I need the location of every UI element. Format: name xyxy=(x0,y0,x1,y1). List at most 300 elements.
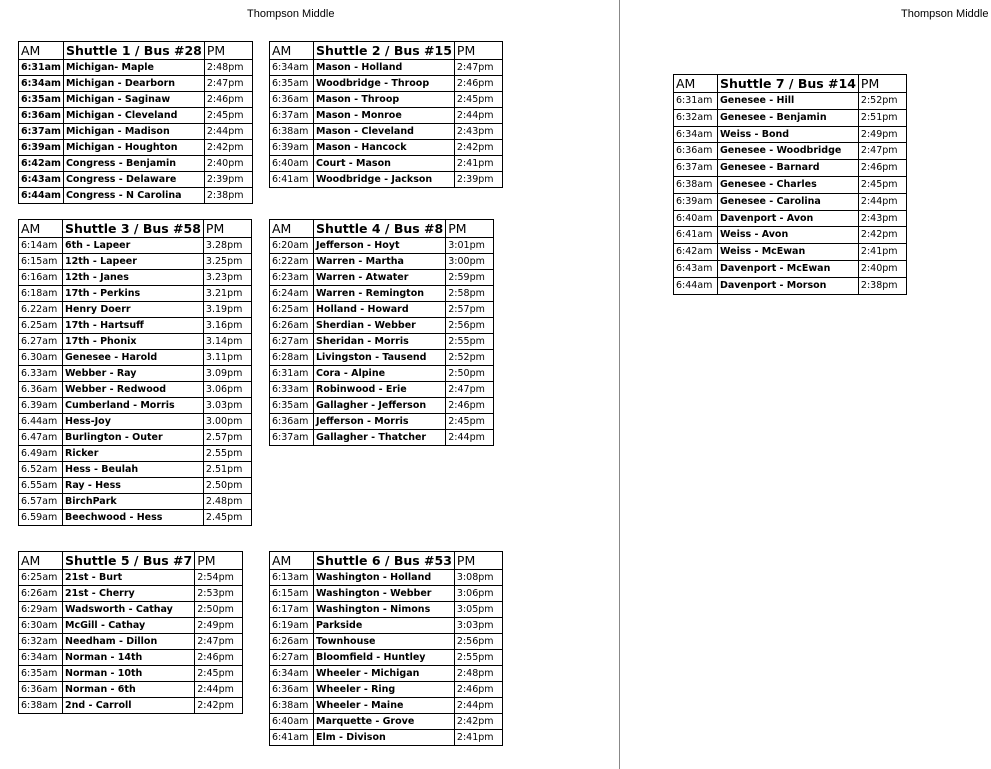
stop-name: Hess-Joy xyxy=(63,414,204,430)
stop-name: Beechwood - Hess xyxy=(63,510,204,526)
am-time: 6:34am xyxy=(674,126,718,143)
stop-name: Mason - Monroe xyxy=(314,108,455,124)
pm-time: 3.06pm xyxy=(203,382,251,398)
table-row xyxy=(270,730,503,746)
am-time: 6:42am xyxy=(19,156,64,172)
am-time: 6:37am xyxy=(270,108,314,124)
pm-time: 2.45pm xyxy=(203,510,251,526)
table-row xyxy=(674,227,907,244)
table-row xyxy=(19,350,252,366)
am-time: 6:39am xyxy=(19,140,64,156)
stop-name: Wheeler - Maine xyxy=(314,698,455,714)
am-time: 6:43am xyxy=(674,260,718,277)
am-time: 6.33am xyxy=(19,366,63,382)
am-time: 6:44am xyxy=(19,188,64,204)
table-row xyxy=(19,398,252,414)
table-row xyxy=(270,156,503,172)
am-time: 6:34am xyxy=(270,666,314,682)
stop-name: Woodbridge - Jackson xyxy=(314,172,455,188)
am-time: 6:15am xyxy=(270,586,314,602)
am-time: 6.22am xyxy=(19,302,63,318)
stop-name: Burlington - Outer xyxy=(63,430,204,446)
am-time: 6:23am xyxy=(270,270,314,286)
pm-time: 2:46pm xyxy=(454,76,502,92)
pm-time: 2:42pm xyxy=(454,140,502,156)
stop-name: 17th - Phonix xyxy=(63,334,204,350)
am-time: 6:13am xyxy=(270,570,314,586)
pm-time: 2:58pm xyxy=(446,286,494,302)
am-time: 6:43am xyxy=(19,172,64,188)
am-time: 6:31am xyxy=(674,93,718,110)
table-row xyxy=(270,382,494,398)
pm-time: 3.16pm xyxy=(203,318,251,334)
shuttle-6-table xyxy=(269,551,503,746)
stop-name: Genesee - Charles xyxy=(718,176,859,193)
pm-time: 3.21pm xyxy=(203,286,251,302)
pm-time: 2:52pm xyxy=(446,350,494,366)
stop-name: 21st - Burt xyxy=(63,570,195,586)
table-row xyxy=(19,318,252,334)
stop-name: Sheridan - Morris xyxy=(314,334,446,350)
am-time: 6:41am xyxy=(270,172,314,188)
table-row xyxy=(19,510,252,526)
shuttle-5-table xyxy=(18,551,243,714)
pm-time: 2:45pm xyxy=(446,414,494,430)
am-time: 6:30am xyxy=(19,618,63,634)
am-time: 6:31am xyxy=(19,60,64,76)
table-row xyxy=(270,238,494,254)
am-time: 6:26am xyxy=(19,586,63,602)
pm-time: 2:44pm xyxy=(454,108,502,124)
table-row xyxy=(270,682,503,698)
am-time: 6:38am xyxy=(270,124,314,140)
am-time: 6:22am xyxy=(270,254,314,270)
table-row xyxy=(19,124,253,140)
am-time: 6:25am xyxy=(19,570,63,586)
table-row xyxy=(674,126,907,143)
am-time: 6:40am xyxy=(270,714,314,730)
am-time: 6:41am xyxy=(270,730,314,746)
table-row xyxy=(674,277,907,294)
pm-time: 2:45pm xyxy=(454,92,502,108)
pm-time: 2:54pm xyxy=(195,570,243,586)
table-header-row xyxy=(19,220,252,238)
pm-time: 2:40pm xyxy=(858,260,906,277)
stop-name: Weiss - Bond xyxy=(718,126,859,143)
table-row xyxy=(270,318,494,334)
stop-name: Washington - Nimons xyxy=(314,602,455,618)
table-row xyxy=(19,698,243,714)
pm-time: 3.09pm xyxy=(203,366,251,382)
am-time: 6:34am xyxy=(19,76,64,92)
stop-name: Ray - Hess xyxy=(63,478,204,494)
am-time: 6:26am xyxy=(270,634,314,650)
am-time: 6:38am xyxy=(270,698,314,714)
pm-header: PM xyxy=(454,42,502,60)
pm-time: 2:44pm xyxy=(858,193,906,210)
stop-name: Cora - Alpine xyxy=(314,366,446,382)
shuttle-title: Shuttle 7 / Bus #14 xyxy=(718,75,859,93)
pm-time: 2:49pm xyxy=(195,618,243,634)
pm-time: 2:38pm xyxy=(858,277,906,294)
stop-name: Henry Doerr xyxy=(63,302,204,318)
shuttle-title: Shuttle 5 / Bus #7 xyxy=(63,552,195,570)
table-row xyxy=(674,244,907,261)
pm-time: 3.25pm xyxy=(203,254,251,270)
am-time: 6.39am xyxy=(19,398,63,414)
pm-time: 2:47pm xyxy=(858,143,906,160)
pm-time: 2:39pm xyxy=(204,172,252,188)
stop-name: Bloomfield - Huntley xyxy=(314,650,455,666)
pm-time: 3.23pm xyxy=(203,270,251,286)
am-time: 6:20am xyxy=(270,238,314,254)
am-time: 6.47am xyxy=(19,430,63,446)
table-row xyxy=(19,650,243,666)
pm-time: 2:56pm xyxy=(446,318,494,334)
table-header-row xyxy=(270,42,503,60)
table-header-row xyxy=(270,220,494,238)
table-row xyxy=(270,666,503,682)
table-row xyxy=(19,156,253,172)
table-row xyxy=(674,109,907,126)
table-row xyxy=(270,586,503,602)
am-time: 6:34am xyxy=(19,650,63,666)
table-row xyxy=(19,92,253,108)
table-row xyxy=(19,302,252,318)
table-row xyxy=(270,414,494,430)
stop-name: Congress - N Carolina xyxy=(63,188,204,204)
am-time: 6:37am xyxy=(19,124,64,140)
pm-time: 2:45pm xyxy=(204,108,252,124)
stop-name: 12th - Lapeer xyxy=(63,254,204,270)
stop-name: 17th - Perkins xyxy=(63,286,204,302)
am-time: 6:33am xyxy=(270,382,314,398)
table-row xyxy=(19,682,243,698)
stop-name: Genesee - Woodbridge xyxy=(718,143,859,160)
stop-name: Webber - Redwood xyxy=(63,382,204,398)
am-time: 6:35am xyxy=(19,666,63,682)
stop-name: Holland - Howard xyxy=(314,302,446,318)
shuttle-title: Shuttle 2 / Bus #15 xyxy=(314,42,455,60)
stop-name: Jefferson - Morris xyxy=(314,414,446,430)
am-time: 6:24am xyxy=(270,286,314,302)
pm-time: 2:47pm xyxy=(454,60,502,76)
table-row xyxy=(270,76,503,92)
table-row xyxy=(270,650,503,666)
pm-time: 3.11pm xyxy=(203,350,251,366)
page-header-left: Thompson Middle xyxy=(247,8,335,20)
pm-time: 2.57pm xyxy=(203,430,251,446)
stop-name: Sherdian - Webber xyxy=(314,318,446,334)
table-row xyxy=(270,618,503,634)
stop-name: Genesee - Carolina xyxy=(718,193,859,210)
shuttle-2-table xyxy=(269,41,503,188)
table-row xyxy=(19,602,243,618)
stop-name: Michigan - Houghton xyxy=(63,140,204,156)
page-header-right: Thompson Middle xyxy=(901,8,989,20)
table-row xyxy=(270,172,503,188)
stop-name: Warren - Atwater xyxy=(314,270,446,286)
am-time: 6:40am xyxy=(674,210,718,227)
pm-time: 2:40pm xyxy=(204,156,252,172)
pm-time: 2:56pm xyxy=(454,634,502,650)
table-row xyxy=(19,366,252,382)
am-time: 6.55am xyxy=(19,478,63,494)
am-time: 6.25am xyxy=(19,318,63,334)
pm-time: 2:47pm xyxy=(204,76,252,92)
shuttle-title: Shuttle 4 / Bus #8 xyxy=(314,220,446,238)
pm-time: 2:44pm xyxy=(454,698,502,714)
stop-name: Gallagher - Jefferson xyxy=(314,398,446,414)
am-time: 6.27am xyxy=(19,334,63,350)
pm-time: 2:43pm xyxy=(858,210,906,227)
stop-name: Michigan - Madison xyxy=(63,124,204,140)
stop-name: Washington - Webber xyxy=(314,586,455,602)
stop-name: Ricker xyxy=(63,446,204,462)
stop-name: Michigan - Saginaw xyxy=(63,92,204,108)
pm-time: 2:48pm xyxy=(204,60,252,76)
am-time: 6:35am xyxy=(19,92,64,108)
pm-time: 3.19pm xyxy=(203,302,251,318)
pm-time: 2:42pm xyxy=(858,227,906,244)
am-time: 6.44am xyxy=(19,414,63,430)
am-header: AM xyxy=(19,42,64,60)
stop-name: Parkside xyxy=(314,618,455,634)
table-row xyxy=(270,92,503,108)
table-row xyxy=(270,570,503,586)
table-row xyxy=(19,286,252,302)
stop-name: Hess - Beulah xyxy=(63,462,204,478)
pm-time: 2:59pm xyxy=(446,270,494,286)
am-time: 6:44am xyxy=(674,277,718,294)
stop-name: Webber - Ray xyxy=(63,366,204,382)
stop-name: Genesee - Benjamin xyxy=(718,109,859,126)
table-row xyxy=(270,286,494,302)
table-row xyxy=(270,430,494,446)
pm-time: 3:00pm xyxy=(446,254,494,270)
am-header: AM xyxy=(270,552,314,570)
am-time: 6:32am xyxy=(19,634,63,650)
shuttle-title: Shuttle 1 / Bus #28 xyxy=(63,42,204,60)
table-row xyxy=(674,193,907,210)
table-row xyxy=(19,634,243,650)
stop-name: Mason - Holland xyxy=(314,60,455,76)
pm-time: 2:42pm xyxy=(204,140,252,156)
stop-name: Weiss - Avon xyxy=(718,227,859,244)
table-row xyxy=(270,602,503,618)
pm-header: PM xyxy=(858,75,906,93)
pm-time: 2:41pm xyxy=(454,730,502,746)
am-time: 6:18am xyxy=(19,286,63,302)
table-row xyxy=(270,254,494,270)
am-time: 6:35am xyxy=(270,76,314,92)
pm-time: 2:57pm xyxy=(446,302,494,318)
stop-name: Genesee - Barnard xyxy=(718,160,859,177)
stop-name: 2nd - Carroll xyxy=(63,698,195,714)
am-time: 6:38am xyxy=(674,176,718,193)
table-row xyxy=(19,382,252,398)
table-row xyxy=(674,210,907,227)
stop-name: Court - Mason xyxy=(314,156,455,172)
table-row xyxy=(270,108,503,124)
pm-time: 2:42pm xyxy=(195,698,243,714)
table-row xyxy=(19,254,252,270)
am-header: AM xyxy=(19,220,63,238)
stop-name: Davenport - Avon xyxy=(718,210,859,227)
table-row xyxy=(674,143,907,160)
stop-name: Norman - 6th xyxy=(63,682,195,698)
pm-time: 2.50pm xyxy=(203,478,251,494)
stop-name: Warren - Remington xyxy=(314,286,446,302)
am-time: 6:28am xyxy=(270,350,314,366)
table-row xyxy=(270,398,494,414)
am-header: AM xyxy=(270,42,314,60)
pm-time: 2:46pm xyxy=(195,650,243,666)
table-row xyxy=(270,270,494,286)
pm-time: 3.03pm xyxy=(203,398,251,414)
am-time: 6:17am xyxy=(270,602,314,618)
table-row xyxy=(270,350,494,366)
pm-header: PM xyxy=(204,42,252,60)
pm-header: PM xyxy=(454,552,502,570)
table-row xyxy=(19,478,252,494)
am-time: 6.52am xyxy=(19,462,63,478)
pm-time: 2.55pm xyxy=(203,446,251,462)
am-time: 6:40am xyxy=(270,156,314,172)
stop-name: Warren - Martha xyxy=(314,254,446,270)
stop-name: Robinwood - Erie xyxy=(314,382,446,398)
page-divider xyxy=(619,0,620,769)
stop-name: Townhouse xyxy=(314,634,455,650)
am-time: 6:36am xyxy=(19,682,63,698)
pm-time: 2:41pm xyxy=(454,156,502,172)
am-time: 6:14am xyxy=(19,238,63,254)
table-row xyxy=(19,666,243,682)
stop-name: Marquette - Grove xyxy=(314,714,455,730)
pm-time: 3:01pm xyxy=(446,238,494,254)
pm-time: 2.48pm xyxy=(203,494,251,510)
pm-time: 2:48pm xyxy=(454,666,502,682)
am-time: 6.57am xyxy=(19,494,63,510)
stop-name: Congress - Delaware xyxy=(63,172,204,188)
stop-name: Davenport - McEwan xyxy=(718,260,859,277)
pm-time: 3:08pm xyxy=(454,570,502,586)
stop-name: Norman - 10th xyxy=(63,666,195,682)
am-time: 6:32am xyxy=(674,109,718,126)
am-header: AM xyxy=(674,75,718,93)
pm-time: 2:55pm xyxy=(446,334,494,350)
pm-time: 2:49pm xyxy=(858,126,906,143)
am-time: 6.49am xyxy=(19,446,63,462)
table-row xyxy=(674,176,907,193)
am-time: 6:34am xyxy=(270,60,314,76)
pm-time: 2:43pm xyxy=(454,124,502,140)
pm-header: PM xyxy=(203,220,251,238)
pm-time: 3:05pm xyxy=(454,602,502,618)
table-row xyxy=(270,302,494,318)
pm-time: 2:46pm xyxy=(446,398,494,414)
pm-time: 2:50pm xyxy=(195,602,243,618)
am-time: 6:19am xyxy=(270,618,314,634)
table-header-row xyxy=(19,42,253,60)
table-row xyxy=(270,714,503,730)
shuttle-title: Shuttle 3 / Bus #58 xyxy=(63,220,204,238)
am-time: 6:42am xyxy=(674,244,718,261)
table-row xyxy=(19,494,252,510)
table-row xyxy=(19,60,253,76)
pm-header: PM xyxy=(446,220,494,238)
pm-time: 2:41pm xyxy=(858,244,906,261)
pm-time: 3.00pm xyxy=(203,414,251,430)
stop-name: Wadsworth - Cathay xyxy=(63,602,195,618)
am-time: 6:27am xyxy=(270,650,314,666)
pm-time: 3:06pm xyxy=(454,586,502,602)
stop-name: Michigan- Maple xyxy=(63,60,204,76)
stop-name: Weiss - McEwan xyxy=(718,244,859,261)
table-row xyxy=(270,366,494,382)
table-row xyxy=(19,430,252,446)
am-header: AM xyxy=(19,552,63,570)
table-row xyxy=(674,160,907,177)
stop-name: Congress - Benjamin xyxy=(63,156,204,172)
am-time: 6:36am xyxy=(270,414,314,430)
table-row xyxy=(19,570,243,586)
table-row xyxy=(19,414,252,430)
pm-time: 2:38pm xyxy=(204,188,252,204)
am-time: 6:39am xyxy=(674,193,718,210)
pm-time: 2:44pm xyxy=(446,430,494,446)
pm-time: 2:53pm xyxy=(195,586,243,602)
pm-time: 3.28pm xyxy=(203,238,251,254)
am-time: 6.59am xyxy=(19,510,63,526)
am-time: 6.36am xyxy=(19,382,63,398)
shuttle-title: Shuttle 6 / Bus #53 xyxy=(314,552,455,570)
pm-time: 2:46pm xyxy=(454,682,502,698)
table-row xyxy=(19,76,253,92)
pm-header: PM xyxy=(195,552,243,570)
pm-time: 2:44pm xyxy=(195,682,243,698)
stop-name: Wheeler - Ring xyxy=(314,682,455,698)
table-row xyxy=(19,446,252,462)
stop-name: Wheeler - Michigan xyxy=(314,666,455,682)
pm-time: 2:46pm xyxy=(204,92,252,108)
am-time: 6:35am xyxy=(270,398,314,414)
stop-name: Genesee - Hill xyxy=(718,93,859,110)
am-time: 6:37am xyxy=(270,430,314,446)
am-time: 6:36am xyxy=(19,108,64,124)
stop-name: Mason - Throop xyxy=(314,92,455,108)
shuttle-4-table xyxy=(269,219,494,446)
stop-name: 12th - Janes xyxy=(63,270,204,286)
stop-name: Cumberland - Morris xyxy=(63,398,204,414)
pm-time: 2:51pm xyxy=(858,109,906,126)
stop-name: Jefferson - Hoyt xyxy=(314,238,446,254)
stop-name: 17th - Hartsuff xyxy=(63,318,204,334)
shuttle-1-table xyxy=(18,41,253,204)
pm-time: 2:46pm xyxy=(858,160,906,177)
pm-time: 2:47pm xyxy=(195,634,243,650)
stop-name: Michigan - Dearborn xyxy=(63,76,204,92)
am-time: 6:36am xyxy=(270,682,314,698)
am-time: 6:26am xyxy=(270,318,314,334)
pm-time: 2:50pm xyxy=(446,366,494,382)
pm-time: 2:52pm xyxy=(858,93,906,110)
stop-name: Michigan - Cleveland xyxy=(63,108,204,124)
pm-time: 2:42pm xyxy=(454,714,502,730)
am-time: 6:41am xyxy=(674,227,718,244)
table-row xyxy=(19,188,253,204)
pm-time: 2:44pm xyxy=(204,124,252,140)
